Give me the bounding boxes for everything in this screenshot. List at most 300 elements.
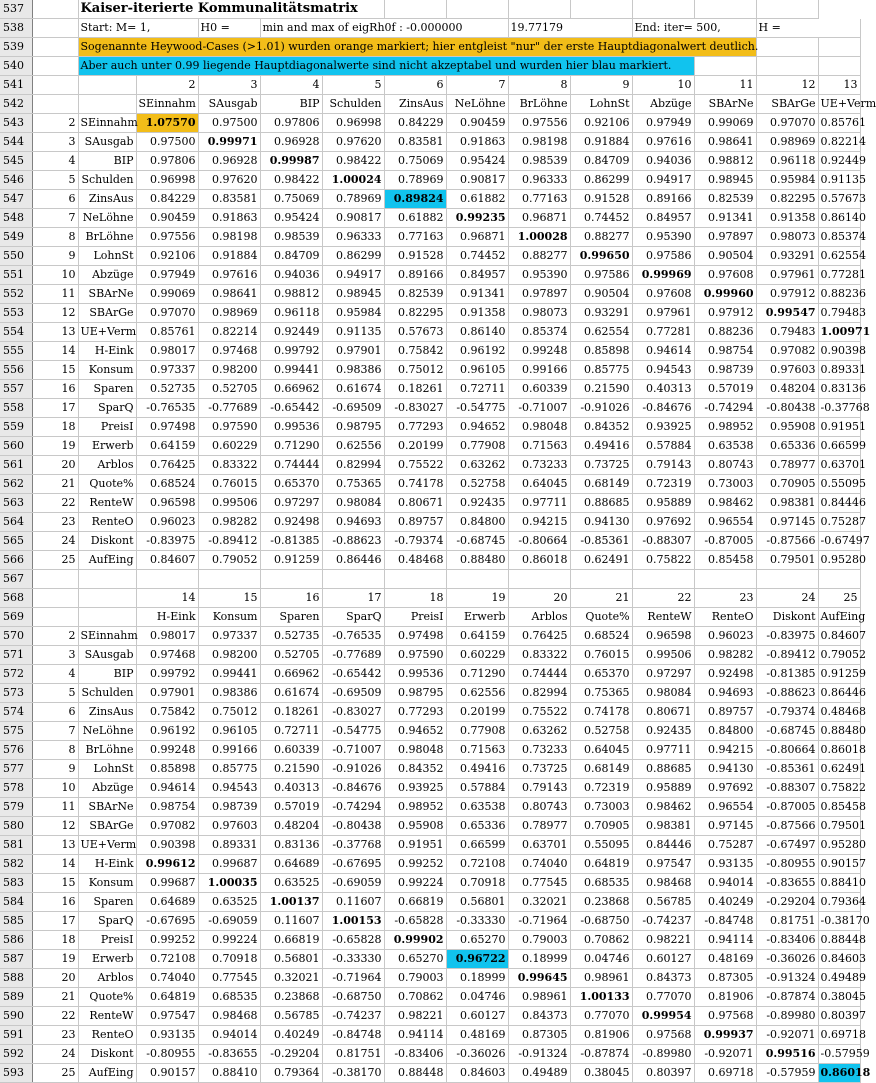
matrix-cell[interactable]: 0.70918 xyxy=(198,950,260,969)
matrix-cell[interactable]: 0.82994 xyxy=(322,456,384,475)
matrix-cell[interactable]: 0.84709 xyxy=(570,152,632,171)
cell[interactable] xyxy=(32,19,78,38)
cell[interactable] xyxy=(446,570,508,589)
matrix-cell[interactable]: 0.99792 xyxy=(136,665,198,684)
matrix-cell[interactable]: 0.96023 xyxy=(694,627,756,646)
matrix-cell[interactable]: -0.91026 xyxy=(322,760,384,779)
matrix-cell[interactable]: 0.74040 xyxy=(136,969,198,988)
matrix-cell[interactable]: -0.83975 xyxy=(136,532,198,551)
column-label-cell[interactable]: SBArGe xyxy=(756,95,818,114)
matrix-cell[interactable]: 0.62491 xyxy=(818,760,860,779)
matrix-cell[interactable]: 0.85761 xyxy=(136,323,198,342)
row-header[interactable]: 571 xyxy=(0,646,32,665)
matrix-cell[interactable]: 0.48468 xyxy=(384,551,446,570)
matrix-cell[interactable]: 0.92106 xyxy=(136,247,198,266)
matrix-cell[interactable]: 0.52758 xyxy=(446,475,508,494)
matrix-cell[interactable]: 0.98754 xyxy=(694,342,756,361)
matrix-cell[interactable]: 1.00137 xyxy=(260,893,322,912)
cell[interactable] xyxy=(818,38,860,57)
variable-index-cell[interactable]: 18 xyxy=(32,931,78,950)
matrix-cell[interactable]: 0.98381 xyxy=(756,494,818,513)
matrix-cell[interactable]: 0.99166 xyxy=(508,361,570,380)
matrix-cell[interactable]: 0.93135 xyxy=(136,1026,198,1045)
matrix-cell[interactable]: 0.99252 xyxy=(384,855,446,874)
variable-index-cell[interactable]: 4 xyxy=(32,152,78,171)
matrix-cell[interactable]: 0.88480 xyxy=(446,551,508,570)
cell[interactable] xyxy=(632,570,694,589)
matrix-cell[interactable]: 0.94130 xyxy=(570,513,632,532)
matrix-cell[interactable]: 0.93135 xyxy=(694,855,756,874)
matrix-cell[interactable]: -0.71007 xyxy=(508,399,570,418)
matrix-cell[interactable]: 0.97603 xyxy=(198,817,260,836)
matrix-cell[interactable]: -0.37768 xyxy=(818,399,860,418)
variable-index-cell[interactable]: 7 xyxy=(32,722,78,741)
matrix-cell[interactable]: -0.88307 xyxy=(632,532,694,551)
matrix-cell[interactable]: 0.62556 xyxy=(322,437,384,456)
matrix-cell[interactable]: 0.61882 xyxy=(446,190,508,209)
matrix-cell[interactable]: 0.49416 xyxy=(446,760,508,779)
matrix-cell[interactable]: -0.68750 xyxy=(570,912,632,931)
matrix-cell[interactable]: 0.69718 xyxy=(818,1026,860,1045)
matrix-cell[interactable]: 0.93925 xyxy=(384,779,446,798)
matrix-cell[interactable]: 0.95889 xyxy=(632,494,694,513)
column-label-cell[interactable]: Konsum xyxy=(198,608,260,627)
matrix-cell[interactable]: 0.63701 xyxy=(818,456,860,475)
matrix-cell[interactable]: 0.96871 xyxy=(508,209,570,228)
variable-index-cell[interactable]: 22 xyxy=(32,1007,78,1026)
matrix-cell[interactable]: 1.00035 xyxy=(198,874,260,893)
row-header[interactable]: 591 xyxy=(0,1026,32,1045)
matrix-cell[interactable]: -0.67497 xyxy=(818,532,860,551)
matrix-cell[interactable]: 0.63262 xyxy=(508,722,570,741)
matrix-cell[interactable]: 0.88685 xyxy=(632,760,694,779)
variable-index-cell[interactable]: 23 xyxy=(32,513,78,532)
matrix-cell[interactable]: 0.99069 xyxy=(136,285,198,304)
matrix-cell[interactable]: -0.91324 xyxy=(756,969,818,988)
variable-index-cell[interactable]: 3 xyxy=(32,133,78,152)
matrix-cell[interactable]: 0.92106 xyxy=(570,114,632,133)
matrix-cell[interactable]: 0.80671 xyxy=(384,494,446,513)
matrix-cell[interactable]: -0.87566 xyxy=(756,532,818,551)
matrix-cell[interactable]: 0.99612 xyxy=(136,855,198,874)
matrix-cell[interactable]: 0.70862 xyxy=(384,988,446,1007)
matrix-cell[interactable]: 0.75522 xyxy=(384,456,446,475)
matrix-cell[interactable]: 0.97498 xyxy=(136,418,198,437)
matrix-cell[interactable]: 0.79003 xyxy=(508,931,570,950)
row-header[interactable]: 553 xyxy=(0,304,32,323)
matrix-cell[interactable]: 0.68149 xyxy=(570,475,632,494)
matrix-cell[interactable]: 0.96333 xyxy=(508,171,570,190)
variable-label-cell[interactable]: PreisI xyxy=(78,418,136,437)
variable-index-cell[interactable]: 2 xyxy=(32,627,78,646)
matrix-cell[interactable]: 0.63525 xyxy=(260,874,322,893)
variable-label-cell[interactable]: Sparen xyxy=(78,893,136,912)
matrix-cell[interactable]: 0.91341 xyxy=(694,209,756,228)
matrix-cell[interactable]: 0.90157 xyxy=(818,855,860,874)
matrix-cell[interactable]: 0.60339 xyxy=(260,741,322,760)
row-header[interactable]: 556 xyxy=(0,361,32,380)
matrix-cell[interactable]: 0.99954 xyxy=(632,1007,694,1026)
matrix-cell[interactable]: 0.65336 xyxy=(756,437,818,456)
matrix-cell[interactable]: 0.98381 xyxy=(632,817,694,836)
matrix-cell[interactable]: 0.57673 xyxy=(384,323,446,342)
cell[interactable] xyxy=(694,57,756,76)
matrix-cell[interactable]: 0.55095 xyxy=(570,836,632,855)
matrix-cell[interactable]: 0.97556 xyxy=(508,114,570,133)
row-header[interactable]: 565 xyxy=(0,532,32,551)
matrix-cell[interactable]: -0.76535 xyxy=(136,399,198,418)
matrix-cell[interactable]: 0.86018 xyxy=(508,551,570,570)
matrix-cell[interactable]: 0.64159 xyxy=(136,437,198,456)
matrix-cell[interactable]: 0.82539 xyxy=(384,285,446,304)
matrix-cell[interactable]: 0.65336 xyxy=(446,817,508,836)
matrix-cell[interactable]: 1.07570 xyxy=(136,114,198,133)
variable-label-cell[interactable]: Konsum xyxy=(78,874,136,893)
column-index-cell[interactable]: 25 xyxy=(818,589,860,608)
row-header[interactable]: 574 xyxy=(0,703,32,722)
matrix-cell[interactable]: 0.88448 xyxy=(384,1064,446,1083)
matrix-cell[interactable]: 0.61674 xyxy=(322,380,384,399)
cell[interactable] xyxy=(260,570,322,589)
matrix-cell[interactable]: -0.79374 xyxy=(756,703,818,722)
matrix-cell[interactable]: 0.90504 xyxy=(570,285,632,304)
matrix-cell[interactable]: -0.83655 xyxy=(756,874,818,893)
matrix-cell[interactable]: -0.87874 xyxy=(756,988,818,1007)
matrix-cell[interactable]: 0.74040 xyxy=(508,855,570,874)
matrix-cell[interactable]: 0.86140 xyxy=(818,209,860,228)
row-header[interactable]: 581 xyxy=(0,836,32,855)
matrix-cell[interactable]: 0.04746 xyxy=(446,988,508,1007)
matrix-cell[interactable]: 0.73233 xyxy=(508,741,570,760)
variable-label-cell[interactable]: BIP xyxy=(78,665,136,684)
matrix-cell[interactable]: 0.49489 xyxy=(508,1064,570,1083)
matrix-cell[interactable]: 0.75012 xyxy=(384,361,446,380)
row-header[interactable]: 557 xyxy=(0,380,32,399)
matrix-cell[interactable]: 0.18261 xyxy=(260,703,322,722)
variable-index-cell[interactable]: 22 xyxy=(32,494,78,513)
matrix-cell[interactable]: 0.91135 xyxy=(818,171,860,190)
row-header[interactable]: 590 xyxy=(0,1007,32,1026)
matrix-cell[interactable]: 1.00024 xyxy=(322,171,384,190)
row-header[interactable]: 578 xyxy=(0,779,32,798)
matrix-cell[interactable]: 0.52705 xyxy=(260,646,322,665)
matrix-cell[interactable]: 0.98969 xyxy=(756,133,818,152)
matrix-cell[interactable]: 0.82994 xyxy=(508,684,570,703)
matrix-cell[interactable]: -0.91026 xyxy=(570,399,632,418)
matrix-cell[interactable]: 0.79052 xyxy=(818,646,860,665)
matrix-cell[interactable]: 0.98198 xyxy=(198,228,260,247)
variable-index-cell[interactable]: 17 xyxy=(32,399,78,418)
matrix-cell[interactable]: 0.79364 xyxy=(260,1064,322,1083)
matrix-cell[interactable]: 0.98200 xyxy=(198,646,260,665)
matrix-cell[interactable]: 0.97897 xyxy=(508,285,570,304)
matrix-cell[interactable]: 0.80671 xyxy=(632,703,694,722)
variable-index-cell[interactable]: 10 xyxy=(32,266,78,285)
row-header[interactable]: 587 xyxy=(0,950,32,969)
matrix-cell[interactable]: 0.97620 xyxy=(198,171,260,190)
matrix-cell[interactable]: -0.74294 xyxy=(694,399,756,418)
matrix-cell[interactable]: 0.79483 xyxy=(818,304,860,323)
matrix-cell[interactable]: -0.92071 xyxy=(756,1026,818,1045)
matrix-cell[interactable]: 0.99441 xyxy=(260,361,322,380)
matrix-cell[interactable]: 0.94036 xyxy=(632,152,694,171)
variable-label-cell[interactable]: SBArNe xyxy=(78,285,136,304)
matrix-cell[interactable]: 0.99645 xyxy=(508,969,570,988)
cell[interactable] xyxy=(446,0,508,19)
matrix-cell[interactable]: 0.94652 xyxy=(446,418,508,437)
variable-label-cell[interactable]: SAusgab xyxy=(78,646,136,665)
row-header[interactable]: 539 xyxy=(0,38,32,57)
cell[interactable] xyxy=(570,570,632,589)
matrix-cell[interactable]: 0.23868 xyxy=(570,893,632,912)
matrix-cell[interactable]: 0.98462 xyxy=(694,494,756,513)
matrix-cell[interactable]: 0.98073 xyxy=(508,304,570,323)
matrix-cell[interactable]: 0.99441 xyxy=(198,665,260,684)
matrix-cell[interactable]: -0.54775 xyxy=(446,399,508,418)
matrix-cell[interactable]: 0.40249 xyxy=(260,1026,322,1045)
matrix-cell[interactable]: 0.82214 xyxy=(198,323,260,342)
row-header[interactable]: 559 xyxy=(0,418,32,437)
matrix-cell[interactable]: 0.84607 xyxy=(136,551,198,570)
matrix-cell[interactable]: -0.57959 xyxy=(756,1064,818,1083)
matrix-cell[interactable]: 0.80397 xyxy=(632,1064,694,1083)
matrix-cell[interactable]: 0.88480 xyxy=(818,722,860,741)
matrix-cell[interactable]: -0.38170 xyxy=(818,912,860,931)
matrix-cell[interactable]: 0.97806 xyxy=(136,152,198,171)
matrix-cell[interactable]: 0.57884 xyxy=(632,437,694,456)
matrix-cell[interactable]: 0.75842 xyxy=(384,342,446,361)
matrix-cell[interactable]: 0.76425 xyxy=(508,627,570,646)
matrix-cell[interactable]: 0.83136 xyxy=(818,380,860,399)
variable-index-cell[interactable]: 10 xyxy=(32,779,78,798)
row-header[interactable]: 550 xyxy=(0,247,32,266)
matrix-cell[interactable]: 0.91341 xyxy=(446,285,508,304)
variable-label-cell[interactable]: SEinnahm xyxy=(78,627,136,646)
matrix-cell[interactable]: 0.98969 xyxy=(198,304,260,323)
matrix-cell[interactable]: 0.99536 xyxy=(384,665,446,684)
matrix-cell[interactable]: 0.97297 xyxy=(632,665,694,684)
matrix-cell[interactable]: 0.74178 xyxy=(570,703,632,722)
matrix-cell[interactable]: 0.85374 xyxy=(818,228,860,247)
cell[interactable] xyxy=(32,95,78,114)
column-label-cell[interactable]: Sparen xyxy=(260,608,322,627)
cell[interactable] xyxy=(78,608,136,627)
cell[interactable] xyxy=(32,608,78,627)
row-header[interactable]: 583 xyxy=(0,874,32,893)
matrix-cell[interactable]: 0.70918 xyxy=(446,874,508,893)
variable-label-cell[interactable]: AufEing xyxy=(78,1064,136,1083)
matrix-cell[interactable]: 0.90817 xyxy=(322,209,384,228)
matrix-cell[interactable]: 0.85374 xyxy=(508,323,570,342)
variable-label-cell[interactable]: Arblos xyxy=(78,969,136,988)
matrix-cell[interactable]: 0.23868 xyxy=(260,988,322,1007)
matrix-cell[interactable]: 0.18999 xyxy=(508,950,570,969)
cell[interactable] xyxy=(508,0,570,19)
row-header[interactable]: 575 xyxy=(0,722,32,741)
variable-label-cell[interactable]: Sparen xyxy=(78,380,136,399)
variable-index-cell[interactable]: 7 xyxy=(32,209,78,228)
matrix-cell[interactable]: 0.71563 xyxy=(508,437,570,456)
matrix-cell[interactable]: 0.63701 xyxy=(508,836,570,855)
matrix-cell[interactable]: 0.98282 xyxy=(694,646,756,665)
matrix-cell[interactable]: 0.84607 xyxy=(818,627,860,646)
variable-index-cell[interactable]: 18 xyxy=(32,418,78,437)
variable-index-cell[interactable]: 24 xyxy=(32,1045,78,1064)
variable-label-cell[interactable]: Quote% xyxy=(78,988,136,1007)
matrix-cell[interactable]: 0.98952 xyxy=(384,798,446,817)
matrix-cell[interactable]: 0.98961 xyxy=(508,988,570,1007)
column-label-cell[interactable]: Erwerb xyxy=(446,608,508,627)
matrix-cell[interactable]: 0.96105 xyxy=(198,722,260,741)
matrix-cell[interactable]: 0.85775 xyxy=(198,760,260,779)
matrix-cell[interactable]: 0.97912 xyxy=(756,285,818,304)
matrix-cell[interactable]: 0.95984 xyxy=(756,171,818,190)
matrix-cell[interactable]: 0.97468 xyxy=(198,342,260,361)
column-label-cell[interactable]: AufEing xyxy=(818,608,860,627)
start-cell[interactable]: Start: M= 1, xyxy=(78,19,198,38)
matrix-cell[interactable]: 0.96598 xyxy=(632,627,694,646)
matrix-cell[interactable]: -0.89980 xyxy=(756,1007,818,1026)
matrix-cell[interactable]: 0.80397 xyxy=(818,1007,860,1026)
diagonal-note[interactable]: Aber auch unter 0.99 liegende Hauptdiagonalwerte sind nicht akzeptabel und wurden hier blau markiert. xyxy=(78,57,694,76)
matrix-cell[interactable]: 0.75365 xyxy=(570,684,632,703)
matrix-cell[interactable]: 0.94215 xyxy=(694,741,756,760)
matrix-cell[interactable]: 0.87305 xyxy=(694,969,756,988)
matrix-cell[interactable]: 0.74444 xyxy=(260,456,322,475)
variable-index-cell[interactable]: 20 xyxy=(32,969,78,988)
cell[interactable] xyxy=(756,0,818,19)
matrix-cell[interactable]: 0.98422 xyxy=(260,171,322,190)
column-label-cell[interactable]: BIP xyxy=(260,95,322,114)
matrix-cell[interactable]: 0.38045 xyxy=(818,988,860,1007)
matrix-cell[interactable]: 0.96928 xyxy=(260,133,322,152)
matrix-cell[interactable]: 0.77908 xyxy=(446,722,508,741)
matrix-cell[interactable]: 0.98462 xyxy=(632,798,694,817)
matrix-cell[interactable]: -0.92071 xyxy=(694,1045,756,1064)
matrix-cell[interactable]: 0.98048 xyxy=(508,418,570,437)
variable-index-cell[interactable]: 24 xyxy=(32,532,78,551)
cell[interactable] xyxy=(32,57,78,76)
matrix-cell[interactable]: 0.79501 xyxy=(818,817,860,836)
matrix-cell[interactable]: 0.82214 xyxy=(818,133,860,152)
matrix-cell[interactable]: 0.99687 xyxy=(136,874,198,893)
matrix-cell[interactable]: -0.81385 xyxy=(260,532,322,551)
matrix-cell[interactable]: 0.99547 xyxy=(756,304,818,323)
cell[interactable] xyxy=(198,570,260,589)
matrix-cell[interactable]: 0.94614 xyxy=(136,779,198,798)
matrix-cell[interactable]: 0.76425 xyxy=(136,456,198,475)
matrix-cell[interactable]: 0.89824 xyxy=(384,190,446,209)
cell[interactable] xyxy=(694,570,756,589)
matrix-cell[interactable]: 0.97620 xyxy=(322,133,384,152)
matrix-cell[interactable]: 0.89757 xyxy=(384,513,446,532)
column-index-cell[interactable]: 14 xyxy=(136,589,198,608)
variable-index-cell[interactable]: 13 xyxy=(32,836,78,855)
matrix-cell[interactable]: 0.92498 xyxy=(694,665,756,684)
matrix-cell[interactable]: 0.52735 xyxy=(136,380,198,399)
cell[interactable] xyxy=(32,76,78,95)
cell[interactable] xyxy=(508,570,570,589)
matrix-cell[interactable]: 0.94693 xyxy=(694,684,756,703)
matrix-cell[interactable]: -0.83027 xyxy=(384,399,446,418)
row-header[interactable]: 572 xyxy=(0,665,32,684)
matrix-cell[interactable]: 0.96118 xyxy=(756,152,818,171)
matrix-cell[interactable]: 0.91358 xyxy=(756,209,818,228)
matrix-cell[interactable]: 0.92435 xyxy=(446,494,508,513)
matrix-cell[interactable]: 0.96871 xyxy=(446,228,508,247)
matrix-cell[interactable]: 0.96105 xyxy=(446,361,508,380)
variable-index-cell[interactable]: 25 xyxy=(32,1064,78,1083)
matrix-cell[interactable]: 0.84373 xyxy=(632,969,694,988)
matrix-cell[interactable]: 0.85458 xyxy=(694,551,756,570)
matrix-cell[interactable]: 0.64045 xyxy=(570,741,632,760)
matrix-cell[interactable]: 0.94614 xyxy=(632,342,694,361)
matrix-cell[interactable]: 0.99235 xyxy=(446,209,508,228)
column-index-cell[interactable]: 23 xyxy=(694,589,756,608)
row-header[interactable]: 564 xyxy=(0,513,32,532)
variable-label-cell[interactable]: Abzüge xyxy=(78,779,136,798)
matrix-cell[interactable]: 0.91259 xyxy=(818,665,860,684)
matrix-cell[interactable]: 0.83581 xyxy=(198,190,260,209)
matrix-cell[interactable]: 0.88685 xyxy=(570,494,632,513)
matrix-cell[interactable]: 0.32021 xyxy=(508,893,570,912)
column-label-cell[interactable]: SEinnahm xyxy=(136,95,198,114)
matrix-cell[interactable]: 0.99960 xyxy=(694,285,756,304)
matrix-cell[interactable]: 0.86018 xyxy=(818,741,860,760)
matrix-cell[interactable]: 0.99069 xyxy=(694,114,756,133)
column-index-cell[interactable]: 19 xyxy=(446,589,508,608)
matrix-cell[interactable]: -0.69509 xyxy=(322,684,384,703)
variable-index-cell[interactable]: 8 xyxy=(32,741,78,760)
matrix-cell[interactable]: 0.93291 xyxy=(570,304,632,323)
matrix-cell[interactable]: 0.86446 xyxy=(322,551,384,570)
matrix-cell[interactable]: 0.99224 xyxy=(384,874,446,893)
matrix-cell[interactable]: 0.65270 xyxy=(384,950,446,969)
column-label-cell[interactable]: UE+Verm xyxy=(818,95,860,114)
matrix-cell[interactable]: 0.63262 xyxy=(446,456,508,475)
matrix-cell[interactable]: 0.97556 xyxy=(136,228,198,247)
matrix-cell[interactable]: 0.97711 xyxy=(508,494,570,513)
matrix-cell[interactable]: 0.86299 xyxy=(570,171,632,190)
variable-label-cell[interactable]: PreisI xyxy=(78,931,136,950)
matrix-cell[interactable]: 0.68149 xyxy=(570,760,632,779)
cell[interactable] xyxy=(818,57,860,76)
variable-label-cell[interactable]: SBArGe xyxy=(78,817,136,836)
matrix-cell[interactable]: 0.96554 xyxy=(694,513,756,532)
matrix-cell[interactable]: -0.68745 xyxy=(756,722,818,741)
matrix-cell[interactable]: 0.84957 xyxy=(446,266,508,285)
variable-label-cell[interactable]: Schulden xyxy=(78,684,136,703)
variable-index-cell[interactable]: 2 xyxy=(32,114,78,133)
matrix-cell[interactable]: 0.64819 xyxy=(570,855,632,874)
matrix-cell[interactable]: 0.62554 xyxy=(570,323,632,342)
matrix-cell[interactable]: 0.70905 xyxy=(570,817,632,836)
matrix-cell[interactable]: 0.63538 xyxy=(694,437,756,456)
matrix-cell[interactable]: 0.92498 xyxy=(260,513,322,532)
matrix-cell[interactable]: 0.97901 xyxy=(322,342,384,361)
variable-label-cell[interactable]: ZinsAus xyxy=(78,190,136,209)
matrix-cell[interactable]: 0.73725 xyxy=(570,456,632,475)
matrix-cell[interactable]: 0.98468 xyxy=(198,1007,260,1026)
matrix-cell[interactable]: 0.97070 xyxy=(756,114,818,133)
matrix-cell[interactable]: 0.66599 xyxy=(818,437,860,456)
row-header[interactable]: 582 xyxy=(0,855,32,874)
matrix-cell[interactable]: 0.72711 xyxy=(260,722,322,741)
matrix-cell[interactable]: 0.92449 xyxy=(818,152,860,171)
matrix-cell[interactable]: 0.90157 xyxy=(136,1064,198,1083)
matrix-cell[interactable]: -0.68745 xyxy=(446,532,508,551)
column-index-cell[interactable]: 6 xyxy=(384,76,446,95)
